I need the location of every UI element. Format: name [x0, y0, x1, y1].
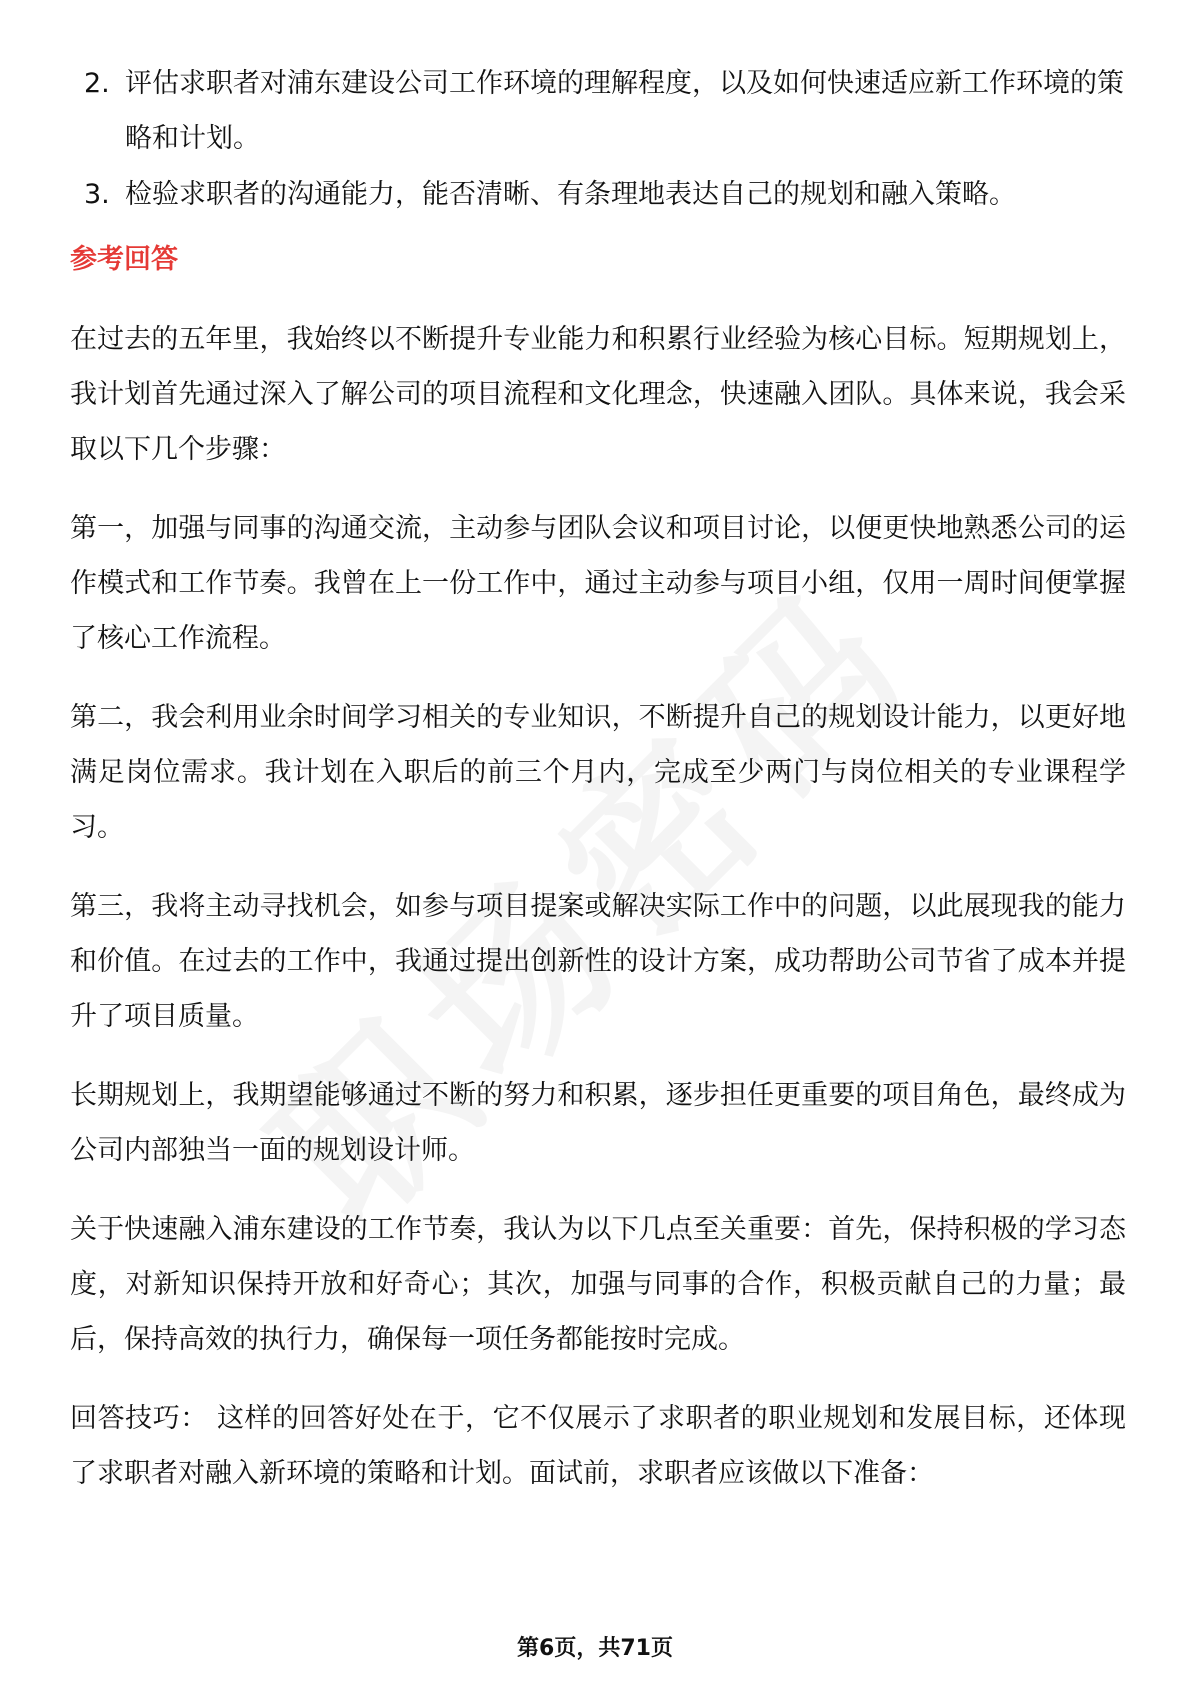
- list-item-number: 2.: [84, 68, 110, 99]
- list-item: [70, 56, 1126, 166]
- paragraph: 第二，我会利用业余时间学习相关的专业知识，不断提升自己的规划设计能力，以更好地满足岗位需求。我计划在入职后的前三个月内，完成至少两门与岗位相关的专业课程学习。: [70, 702, 1126, 843]
- section-heading: 参考回答: [70, 244, 178, 275]
- list-item-number: 3.: [84, 179, 110, 210]
- paragraph: 第三，我将主动寻找机会，如参与项目提案或解决实际工作中的问题，以此展现我的能力和价值。在过去的工作中，我通过提出创新性的设计方案，成功帮助公司节省了成本并提升了项目质量。: [70, 891, 1126, 1032]
- paragraph: 长期规划上，我期望能够通过不断的努力和积累，逐步担任更重要的项目角色，最终成为公司内部独当一面的规划设计师。: [70, 1080, 1126, 1166]
- list-item: [70, 167, 1126, 222]
- page-content: [70, 56, 1126, 1525]
- paragraph: 在过去的五年里，我始终以不断提升专业能力和积累行业经验为核心目标。短期规划上，我计划首先通过深入了解公司的项目流程和文化理念，快速融入团队。具体来说，我会采取以下几个步骤：: [70, 324, 1126, 465]
- page-number-footer: 第6页，共71页: [517, 1636, 673, 1661]
- list-item-text: 评估求职者对浦东建设公司工作环境的理解程度，以及如何快速适应新工作环境的策略和计划。: [125, 68, 1124, 154]
- paragraph: 回答技巧： 这样的回答好处在于，它不仅展示了求职者的职业规划和发展目标，还体现了求职者对融入新环境的策略和计划。面试前，求职者应该做以下准备：: [70, 1403, 1126, 1489]
- paragraph: 第一，加强与同事的沟通交流，主动参与团队会议和项目讨论，以便更快地熟悉公司的运作模式和工作节奏。我曾在上一份工作中，通过主动参与项目小组，仅用一周时间便掌握了核心工作流程。: [70, 513, 1126, 654]
- list-item-text: 检验求职者的沟通能力，能否清晰、有条理地表达自己的规划和融入策略。: [125, 179, 1016, 210]
- paragraph: 关于快速融入浦东建设的工作节奏，我认为以下几点至关重要：首先，保持积极的学习态度，对新知识保持开放和好奇心；其次，加强与同事的合作，积极贡献自己的力量；最后，保持高效的执行力，确保每一项任务都能按时完成。: [70, 1214, 1126, 1355]
